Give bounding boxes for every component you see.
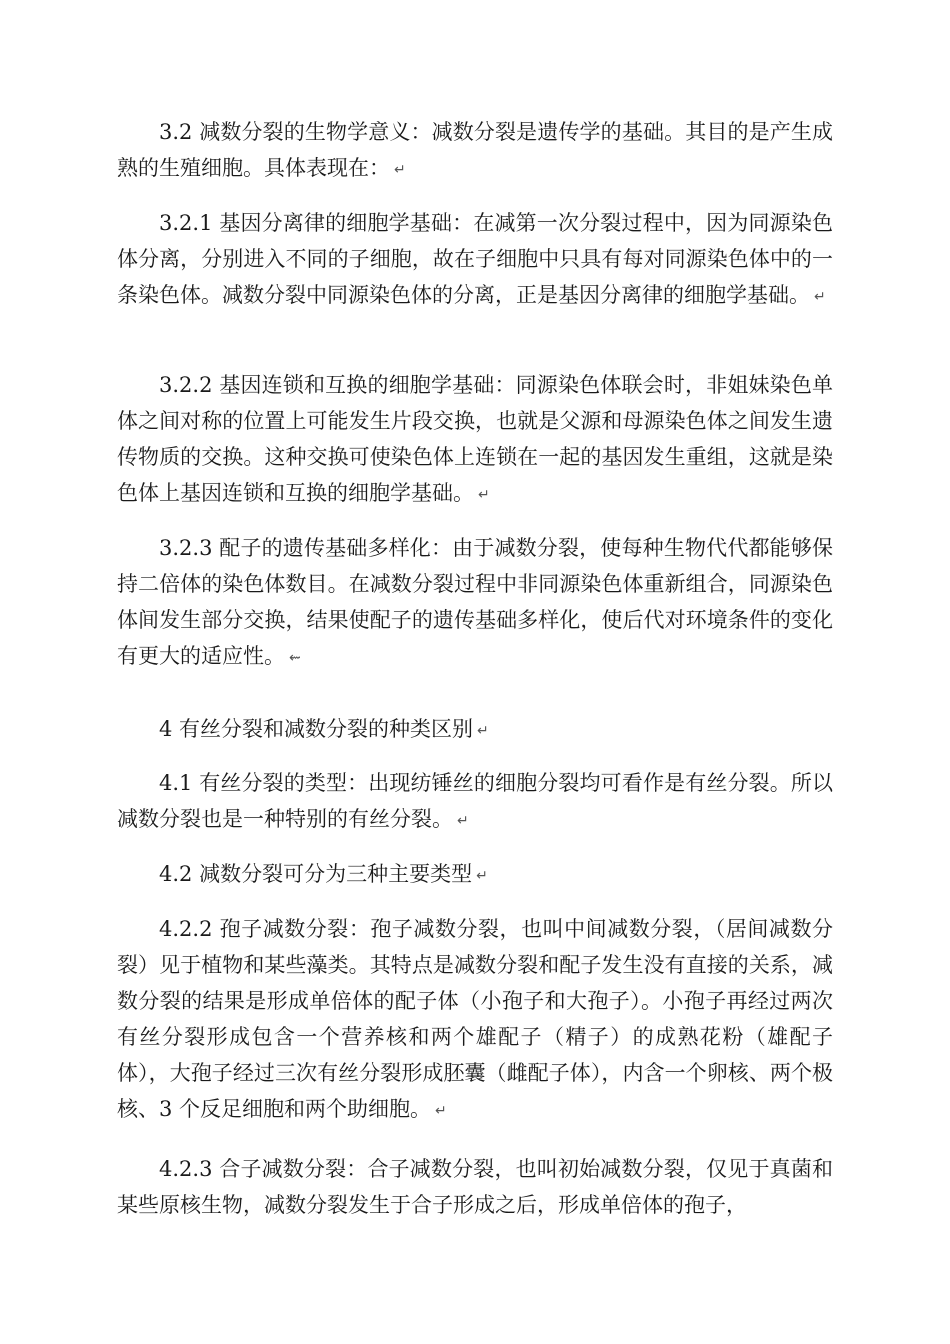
paragraph-text: 3.2 减数分裂的生物学意义：减数分裂是遗传学的基础。其目的是产生成熟的生殖细胞。具体表现在： [117, 120, 833, 180]
paragraph-text: 4.2.2 孢子减数分裂：孢子减数分裂，也叫中间减数分裂，（居间减数分裂）见于植物和某些藻类。其特点是减数分裂和配子发生没有直接的关系，减数分裂的结果是形成单倍体的配子体（小孢子和大孢子）。小孢子再经过两次有丝分裂形成包含一个营养核和两个雄配子（精子）的成熟花粉（雄配子体），大孢子经过三次有丝分裂形成胚囊（雌配子体），内含一个卵核、两个极核、3 个反足细胞和两个助细胞。 [117, 917, 833, 1121]
paragraph-text: 3.2.3 配子的遗传基础多样化：由于减数分裂，使每种生物代代都能够保持二倍体的染色体数目。在减数分裂过程中非同源染色体重新组合，同源染色体间发生部分交换，结果使配子的遗传基础多样化，使后代对环境条件的变化有更大的适应性。 [117, 536, 833, 668]
paragraph-text: 4.2.3 合子减数分裂：合子减数分裂，也叫初始减数分裂，仅见于真菌和某些原核生物，减数分裂发生于合子形成之后，形成单倍体的孢子， [117, 1157, 833, 1217]
paragraph-4-1 [117, 765, 833, 839]
paragraph-4-2-2 [117, 911, 833, 1129]
paragraph-mark-icon: ↵ [435, 1102, 447, 1119]
paragraph-3-2-1 [117, 205, 833, 315]
paragraph-text: 4.1 有丝分裂的类型：出现纺锤丝的细胞分裂均可看作是有丝分裂。所以减数分裂也是一种特别的有丝分裂。 [117, 771, 833, 831]
paragraph-text: 3.2.1 基因分离律的细胞学基础：在减第一次分裂过程中，因为同源染色体分离，分别进入不同的子细胞，故在子细胞中只具有每对同源染色体中的一条染色体。减数分裂中同源染色体的分离，正是基因分离律的细胞学基础。 [117, 211, 833, 307]
paragraph-text: 4 有丝分裂和减数分裂的种类区别 [159, 717, 474, 741]
paragraph-mark-icon: ↵ [457, 812, 469, 829]
paragraph-mark-icon: ↵ [394, 161, 406, 178]
paragraph-text: 3.2.2 基因连锁和互换的细胞学基础：同源染色体联会时，非姐妹染色单体之间对称的位置上可能发生片段交换，也就是父源和母源染色体之间发生遗传物质的交换。这种交换可使染色体上连锁在一起的基因发生重组，这就是染色体上基因连锁和互换的细胞学基础。 [117, 373, 833, 505]
paragraph-3-2-3 [117, 530, 833, 676]
paragraph-mark-icon: ⇜ [289, 649, 301, 666]
paragraph-mark-icon: ↵ [476, 867, 488, 884]
paragraph-3-2 [117, 114, 833, 188]
paragraph-4-2-3 [117, 1151, 833, 1225]
paragraph-mark-icon: ↵ [477, 722, 489, 739]
paragraph-text: 4.2 减数分裂可分为三种主要类型 [159, 862, 473, 886]
paragraph-4 [117, 711, 833, 749]
paragraph-mark-icon: ↵ [478, 486, 490, 503]
paragraph-4-2 [117, 856, 833, 894]
paragraph-mark-icon: ↵ [814, 288, 826, 305]
paragraph-3-2-2 [117, 367, 833, 513]
